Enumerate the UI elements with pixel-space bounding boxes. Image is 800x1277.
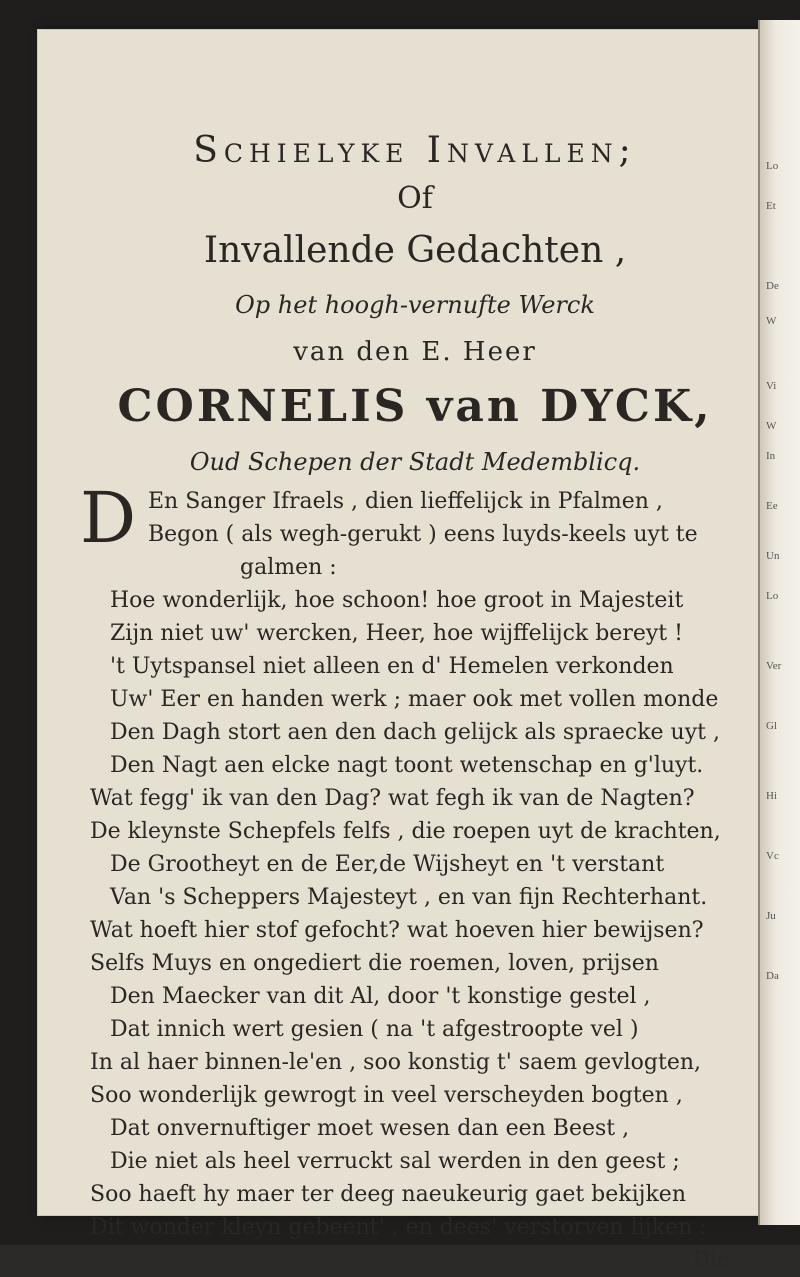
gutter-fragment: Gl <box>766 720 777 732</box>
poem-line: Dit wonder kleyn gebeent' , en dees' verstorven lijken : <box>90 1215 707 1240</box>
gutter-fragment: De <box>766 280 779 292</box>
gutter-fragment: Ver <box>766 660 782 672</box>
poem-line: De Grootheyt en de Eer,de Wijsheyt en 't verstant <box>110 852 665 877</box>
page-text <box>80 110 740 1273</box>
poem-line: galmen : <box>240 555 337 580</box>
gutter-fragment: Da <box>766 970 779 982</box>
poem-line: Den Nagt aen elcke nagt toont wetenschap en g'luyt. <box>110 753 704 778</box>
gutter-fragment: Vc <box>766 850 779 862</box>
poem-line: In al haer binnen-le'en , soo konstig t' saem gevlogten, <box>90 1050 702 1075</box>
page-title: Schielyke Invallen; <box>193 130 637 171</box>
gutter-fragment: Et <box>766 200 776 212</box>
poem-line: Van 's Scheppers Majesteyt , en van fijn Rechterhant. <box>110 885 708 910</box>
catchword: Die <box>692 1248 730 1273</box>
gutter-fragment: Vi <box>766 380 777 392</box>
gutter-fragment: In <box>766 450 776 462</box>
poem-line: Hoe wonderlijk, hoe schoon! hoe groot in Majesteit <box>110 588 684 613</box>
dedicatee-office: Oud Schepen der Stadt Medemblicq. <box>189 448 641 476</box>
poem-line: Wat fegg' ik van den Dag? wat fegh ik van de Nagten? <box>90 786 695 811</box>
poem-line: Selfs Muys en ongediert die roemen, loven, prijsen <box>90 951 659 976</box>
poem-line: Den Dagh stort aen den dach gelijck als spraecke uyt , <box>110 720 720 745</box>
dedication-line: Op het hoogh-vernufte Werck <box>235 291 595 319</box>
dedication-van: van den E. Heer <box>293 337 537 367</box>
poem-line: Begon ( als wegh-gerukt ) eens luyds-keels uyt te <box>148 522 698 547</box>
poem-line: De kleynste Schepfels felfs , die roepen uyt de krachten, <box>90 819 721 844</box>
subtitle: Invallende Gedachten , <box>203 230 627 271</box>
poem-line: 't Uytspansel niet alleen en d' Hemelen verkonden <box>110 654 674 679</box>
gutter-fragment: W <box>766 420 777 432</box>
poem-line: Wat hoeft hier stof gefocht? wat hoeven hier bewijsen? <box>90 918 704 943</box>
gutter-fragment: Ee <box>766 500 778 512</box>
gutter-fragment: Ju <box>766 910 776 922</box>
gutter-fragment: Lo <box>766 160 779 172</box>
drop-cap: D <box>80 477 137 559</box>
gutter-fragment: Hi <box>766 790 777 802</box>
poem-line: Zijn niet uw' wercken, Heer, hoe wijffelijck bereyt ! <box>110 621 683 646</box>
poem-line: Die niet als heel verruckt sal werden in den geest ; <box>110 1149 680 1174</box>
poem-line: Soo haeft hy maer ter deeg naeukeurig gaet bekijken <box>90 1182 686 1207</box>
gutter-fragment: W <box>766 315 777 327</box>
adjacent-page-gutter <box>758 20 800 1225</box>
poem <box>80 477 740 1277</box>
title-of: Of <box>397 181 433 216</box>
poem-line: Uw' Eer en handen werk ; maer ook met vollen monde <box>110 687 719 712</box>
poem-line: Den Maecker van dit Al, door 't konstige gestel , <box>110 984 651 1009</box>
gutter-fragment: Un <box>766 550 780 562</box>
poem-line: Soo wonderlijk gewrogt in veel verscheyden bogten , <box>90 1083 683 1108</box>
gutter-fragment: Lo <box>766 590 779 602</box>
dedicatee-name: CORNELIS van DYCK, <box>117 381 713 432</box>
poem-line: Dat innich wert gesien ( na 't afgestroopte vel ) <box>110 1017 639 1042</box>
poem-line: Dat onvernuftiger moet wesen dan een Beest , <box>110 1116 630 1141</box>
poem-line: En Sanger Ifraels , dien lieffelijck in Pfalmen , <box>148 489 663 514</box>
